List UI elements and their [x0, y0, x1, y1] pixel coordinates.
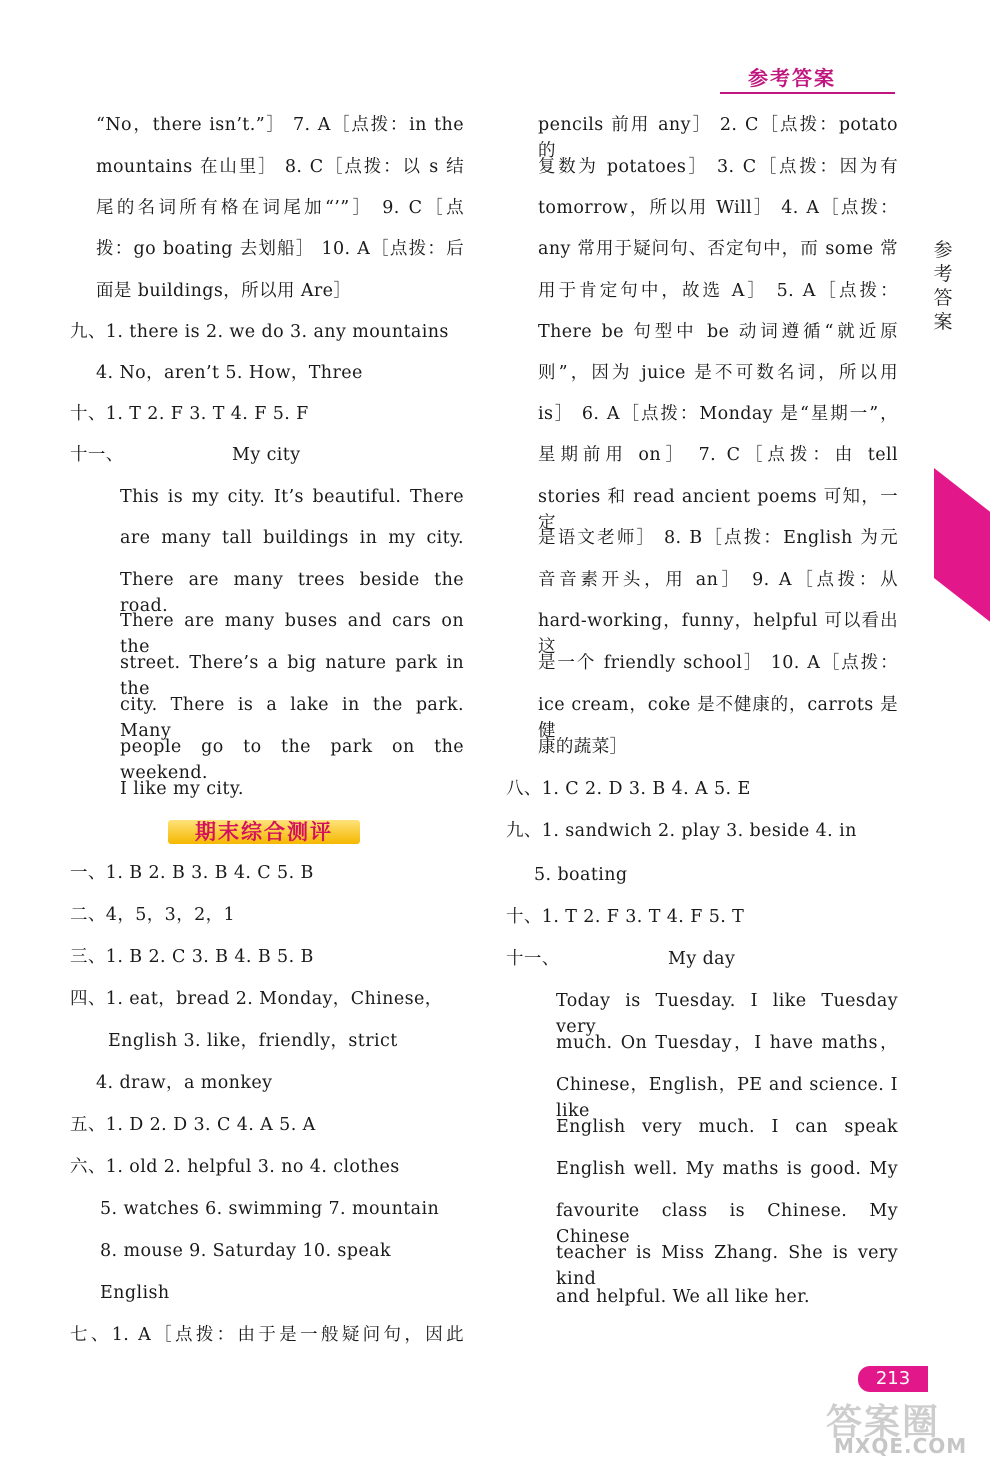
- answer-row: 四、1. eat，bread 2. Monday，Chinese，: [70, 989, 443, 1009]
- watermark-logo-text: 答案圈: [826, 1402, 941, 1443]
- essay-line: There are many trees beside the road.: [120, 570, 464, 616]
- essay-line: are many tall buildings in my city.: [120, 528, 464, 548]
- answer-row: 4. draw，a monkey: [96, 1073, 273, 1093]
- essay-line: much. On Tuesday，I have maths，: [556, 1033, 898, 1053]
- section-label: 十一、: [506, 949, 560, 969]
- text-line: 用于肯定句中，故选 A］ 5. A［点拨：: [538, 281, 898, 301]
- right-column: [506, 112, 898, 1312]
- essay-line: There are many buses and cars on the: [120, 611, 464, 657]
- answer-row: 5. watches 6. swimming 7. mountain: [100, 1199, 440, 1219]
- text-line: any 常用于疑问句、否定句中，而 some 常: [538, 239, 898, 259]
- text-line: 音音素开头，用 an］ 9. A［点拨：从: [538, 570, 898, 590]
- text-line: pencils 前用 any］ 2. C［点拨：potato 的: [538, 115, 898, 161]
- text-line: hard-working，funny，helpful 可以看出这: [538, 611, 898, 657]
- text-line: 则”，因为 juice 是不可数名词，所以用: [538, 363, 898, 383]
- answer-row: 十、1. T 2. F 3. T 4. F 5. T: [506, 907, 745, 927]
- text-line: 复数为 potatoes］ 3. C［点拨：因为有: [538, 157, 898, 177]
- text-line: tomorrow，所以用 Will］ 4. A［点拨：: [538, 198, 898, 218]
- answer-row: 5. boating: [534, 865, 628, 885]
- text-line: “No，there isn’t.”］ 7. A［点拨：in the: [96, 115, 464, 135]
- answer-row: English: [100, 1283, 170, 1303]
- header-title: 参考答案: [748, 66, 836, 90]
- answer-row: 二、4，5，3，2，1: [70, 905, 236, 925]
- answer-row: 九、1. there is 2. we do 3. any mountains: [70, 322, 449, 342]
- text-line: 星期前用 on］ 7. C［点拨：由 tell: [538, 445, 898, 465]
- answer-row: 8. mouse 9. Saturday 10. speak: [100, 1241, 391, 1261]
- answer-row: 十、1. T 2. F 3. T 4. F 5. F: [70, 404, 309, 424]
- essay-line: favourite class is Chinese. My Chinese: [556, 1201, 898, 1247]
- essay-line: and helpful. We all like her.: [556, 1287, 810, 1307]
- text-line: stories 和 read ancient poems 可知，一定: [538, 487, 898, 533]
- watermark-url: MXQE.COM: [834, 1434, 968, 1458]
- text-line: 是一个 friendly school］ 10. A［点拨：: [538, 653, 898, 673]
- essay-line: city. There is a lake in the park. Many: [120, 695, 464, 741]
- text-line: 面是 buildings，所以用 Are］: [96, 281, 352, 301]
- answer-row: 六、1. old 2. helpful 3. no 4. clothes: [70, 1157, 400, 1177]
- text-line: mountains 在山里］ 8. C［点拨：以 s 结: [96, 157, 464, 177]
- page-number: 213: [858, 1366, 928, 1392]
- text-line: There be 句型中 be 动词遵循“就近原: [538, 322, 898, 342]
- answer-row: 三、1. B 2. C 3. B 4. B 5. B: [70, 947, 314, 967]
- answer-row: 五、1. D 2. D 3. C 4. A 5. A: [70, 1115, 316, 1135]
- answer-row: English 3. like，friendly，strict: [108, 1031, 398, 1051]
- side-color-tab: [934, 468, 990, 622]
- answer-row: 七、1. A［点拨：由于是一般疑问句，因此: [70, 1325, 464, 1345]
- essay-title: My city: [232, 445, 301, 465]
- essay-line: English very much. I can speak: [556, 1117, 898, 1137]
- section-label: 十一、: [70, 445, 124, 465]
- section-banner: [168, 816, 360, 848]
- left-column: [70, 112, 464, 1352]
- essay-line: Today is Tuesday. I like Tuesday very: [556, 991, 898, 1037]
- essay-title: My day: [668, 949, 736, 969]
- essay-line: English well. My maths is good. My: [556, 1159, 898, 1179]
- answer-row: 4. No，aren’t 5. How，Three: [96, 363, 363, 383]
- answer-row: 八、1. C 2. D 3. B 4. A 5. E: [506, 779, 751, 799]
- text-line: 康的蔬菜］: [538, 737, 628, 757]
- header-divider: [720, 92, 895, 94]
- text-line: 是语文老师］ 8. B［点拨：English 为元: [538, 528, 898, 548]
- essay-line: Chinese，English，PE and science. I like: [556, 1075, 898, 1121]
- essay-line: people go to the park on the weekend.: [120, 737, 464, 783]
- essay-line: street. There’s a big nature park in the: [120, 653, 464, 699]
- essay-line: I like my city.: [120, 779, 244, 799]
- section-title: 期末综合测评: [195, 820, 333, 844]
- essay-line: teacher is Miss Zhang. She is very kind: [556, 1243, 898, 1289]
- text-line: is］ 6. A［点拨：Monday 是“星期一”，: [538, 404, 898, 424]
- answer-row: 九、1. sandwich 2. play 3. beside 4. in: [506, 821, 857, 841]
- watermark: [826, 1394, 996, 1458]
- essay-line: This is my city. It’s beautiful. There: [120, 487, 464, 507]
- text-line: 拨：go boating 去划船］ 10. A［点拨：后: [96, 239, 464, 259]
- text-line: 尾的名词所有格在词尾加“’”］ 9. C［点: [96, 198, 464, 218]
- text-line: ice cream，coke 是不健康的，carrots 是健: [538, 695, 898, 741]
- side-label: 参考答案: [933, 239, 953, 333]
- answer-row: 一、1. B 2. B 3. B 4. C 5. B: [70, 863, 314, 883]
